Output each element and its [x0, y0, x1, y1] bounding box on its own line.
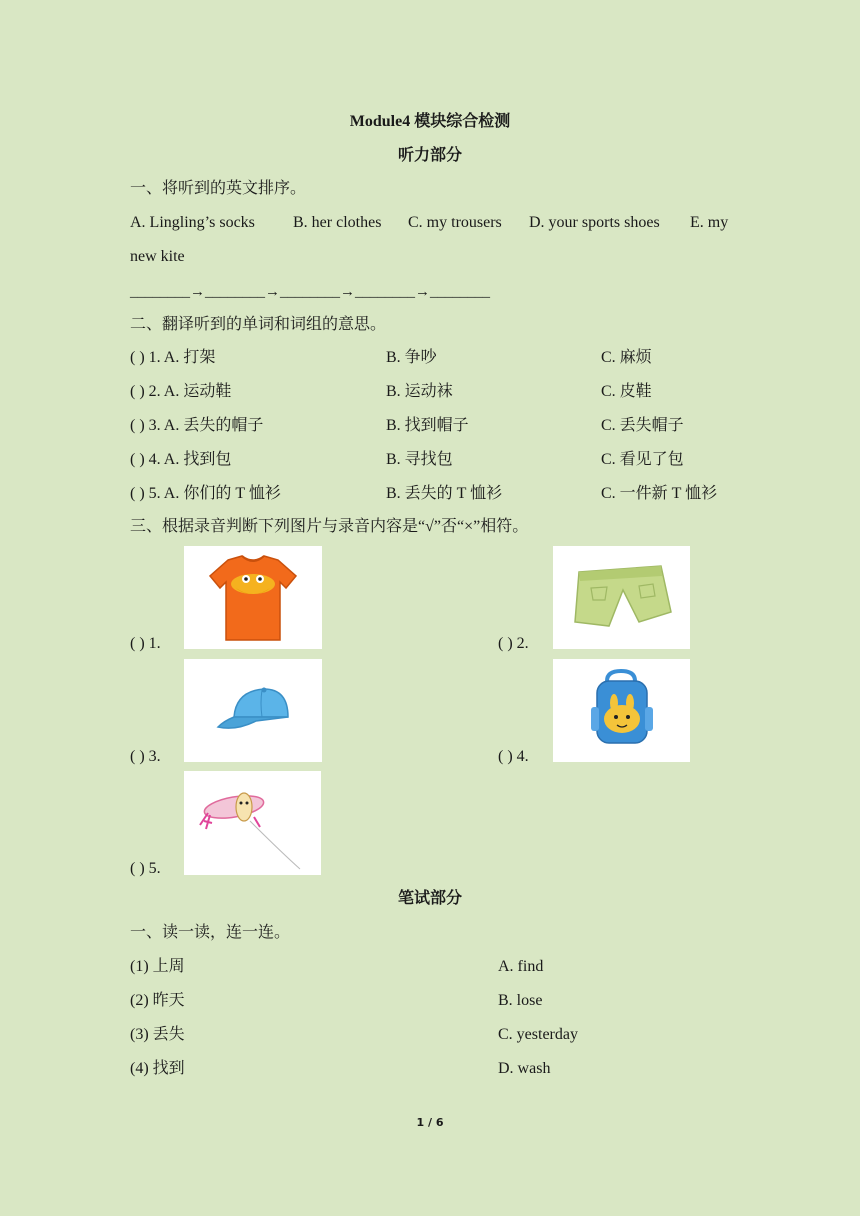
- order-blanks[interactable]: ________→________→________→________→________: [130, 284, 490, 300]
- kite-picture: [184, 771, 321, 875]
- option-d: D. your sports shoes: [529, 214, 660, 231]
- q4-option-b: B. 寻找包: [386, 451, 453, 468]
- q3-option-b: B. 找到帽子: [386, 417, 469, 434]
- q2-option-a: ( ) 2. A. 运动鞋: [130, 383, 232, 400]
- q1-option-b: B. 争吵: [386, 349, 437, 366]
- picture-item-4: ( ) 4.: [498, 748, 529, 765]
- match-left-3: (3) 丢失: [130, 1026, 185, 1043]
- q4-option-a: ( ) 4. A. 找到包: [130, 451, 232, 468]
- picture-item-3: ( ) 3.: [130, 748, 161, 765]
- q2-option-b: B. 运动袜: [386, 383, 453, 400]
- option-a: A. Lingling’s socks: [130, 214, 255, 231]
- q5-option-c: C. 一件新 T 恤衫: [601, 485, 718, 502]
- q1-option-a: ( ) 1. A. 打架: [130, 349, 216, 366]
- section3-heading: 三、根据录音判断下列图片与录音内容是“√”否“×”相符。: [130, 518, 529, 535]
- option-b: B. her clothes: [293, 214, 382, 231]
- picture-item-2: ( ) 2.: [498, 635, 529, 652]
- q3-option-a: ( ) 3. A. 丢失的帽子: [130, 417, 264, 434]
- written1-heading: 一、读一读，连一连。: [130, 924, 291, 941]
- picture-item-1: ( ) 1.: [130, 635, 161, 652]
- backpack-picture: [553, 659, 690, 762]
- q5-option-a: ( ) 5. A. 你们的 T 恤衫: [130, 485, 281, 502]
- page-number: 1 / 6: [416, 1116, 444, 1129]
- option-c: C. my trousers: [408, 214, 502, 231]
- cap-picture: [184, 659, 322, 762]
- match-left-1: (1) 上周: [130, 958, 185, 975]
- match-right-c: C. yesterday: [498, 1026, 578, 1043]
- match-left-2: (2) 昨天: [130, 992, 185, 1009]
- picture-item-5: ( ) 5.: [130, 860, 161, 877]
- match-right-a: A. find: [498, 958, 544, 975]
- q4-option-c: C. 看见了包: [601, 451, 684, 468]
- page-title: Module4 模块综合检测: [349, 113, 511, 130]
- section1-heading: 一、将听到的英文排序。: [130, 180, 307, 197]
- match-left-4: (4) 找到: [130, 1060, 185, 1077]
- q2-option-c: C. 皮鞋: [601, 383, 652, 400]
- option-e: E. my: [690, 214, 729, 231]
- option-e-continued: new kite: [130, 248, 185, 265]
- q1-option-c: C. 麻烦: [601, 349, 652, 366]
- q5-option-b: B. 丢失的 T 恤衫: [386, 485, 503, 502]
- listening-title: 听力部分: [397, 147, 462, 164]
- written-title: 笔试部分: [397, 890, 462, 907]
- tshirt-picture: [184, 546, 322, 649]
- match-right-b: B. lose: [498, 992, 543, 1009]
- shorts-picture: [553, 546, 690, 649]
- q3-option-c: C. 丢失帽子: [601, 417, 684, 434]
- match-right-d: D. wash: [498, 1060, 551, 1077]
- section2-heading: 二、翻译听到的单词和词组的意思。: [130, 316, 387, 333]
